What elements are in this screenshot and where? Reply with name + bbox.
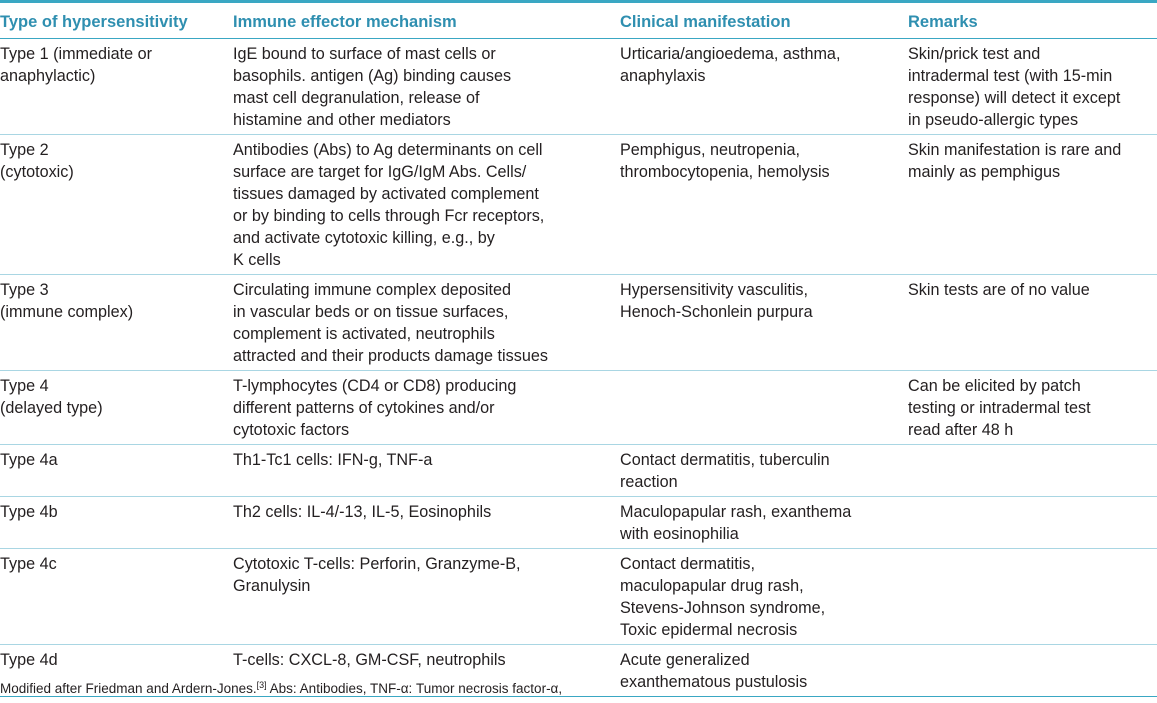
cell-type: Type 4 (delayed type) [0,371,233,445]
cell-type: Type 4d [0,645,233,697]
cell-remarks: Skin manifestation is rare and mainly as pemphigus [908,135,1157,275]
cell-mechanism: Circulating immune complex deposited in vascular beds or on tissue surfaces, complement is activated, neutrophils attracted and their products damage tissues [233,275,620,371]
header-remarks: Remarks [908,13,978,31]
footnote-reference: [3] [256,680,267,690]
cell-type: Type 1 (immediate or anaphylactic) [0,39,233,135]
hypersensitivity-table [0,3,1157,697]
table-row [0,497,1157,549]
cell-type: Type 3 (immune complex) [0,275,233,371]
table-row [0,275,1157,371]
footnote-text-before: Modified after Friedman and Ardern-Jones. [0,681,257,696]
cell-type: Type 4c [0,549,233,645]
cell-remarks: Skin tests are of no value [908,275,1157,371]
table-row [0,445,1157,497]
footnote-text-after: Abs: Antibodies, TNF-α: Tumor necrosis factor-α, [266,681,563,696]
cell-remarks [908,497,1157,549]
cell-manifestation: Contact dermatitis, tuberculin reaction [620,445,908,497]
cell-remarks [908,549,1157,645]
cell-remarks [908,645,1157,697]
cell-mechanism: Th2 cells: IL-4/-13, IL-5, Eosinophils [233,497,620,549]
cell-type: Type 2 (cytotoxic) [0,135,233,275]
cell-mechanism: T-cells: CXCL-8, GM-CSF, neutrophils [233,645,620,697]
cell-remarks [908,445,1157,497]
table-row [0,549,1157,645]
cell-manifestation: Urticaria/angioedema, asthma, anaphylaxis [620,39,908,135]
cell-manifestation: Contact dermatitis, maculopapular drug rash, Stevens-Johnson syndrome, Toxic epidermal necrosis [620,549,908,645]
cell-mechanism: Cytotoxic T-cells: Perforin, Granzyme-B, Granulysin [233,549,620,645]
table-footnote [0,680,562,698]
cell-remarks: Can be elicited by patch testing or intradermal test read after 48 h [908,371,1157,445]
cell-type: Type 4a [0,445,233,497]
table-row [0,371,1157,445]
cell-manifestation: Hypersensitivity vasculitis, Henoch-Schonlein purpura [620,275,908,371]
header-immune-effector-mechanism: Immune effector mechanism [233,13,457,31]
table-row [0,39,1157,135]
cell-manifestation: Pemphigus, neutropenia, thrombocytopenia, hemolysis [620,135,908,275]
header-clinical-manifestation: Clinical manifestation [620,13,791,31]
cell-mechanism: T-lymphocytes (CD4 or CD8) producing different patterns of cytokines and/or cytotoxic factors [233,371,620,445]
cell-manifestation: Maculopapular rash, exanthema with eosinophilia [620,497,908,549]
cell-mechanism: IgE bound to surface of mast cells or basophils. antigen (Ag) binding causes mast cell degranulation, release of histamine and other mediators [233,39,620,135]
cell-mechanism: Antibodies (Abs) to Ag determinants on cell surface are target for IgG/IgM Abs. Cells/ tissues damaged by activated complement or by binding to cells through Fcr receptors, and activate cytotoxic killing, e.g., by K cells [233,135,620,275]
cell-manifestation [620,371,908,445]
cell-manifestation: Acute generalized exanthematous pustulosis [620,645,908,697]
header-type-of-hypersensitivity: Type of hypersensitivity [0,13,188,31]
cell-mechanism: Th1-Tc1 cells: IFN-g, TNF-a [233,445,620,497]
table-header-row [0,3,1157,39]
cell-remarks: Skin/prick test and intradermal test (with 15-min response) will detect it except in pseudo-allergic types [908,39,1157,135]
cell-type: Type 4b [0,497,233,549]
table-row [0,135,1157,275]
